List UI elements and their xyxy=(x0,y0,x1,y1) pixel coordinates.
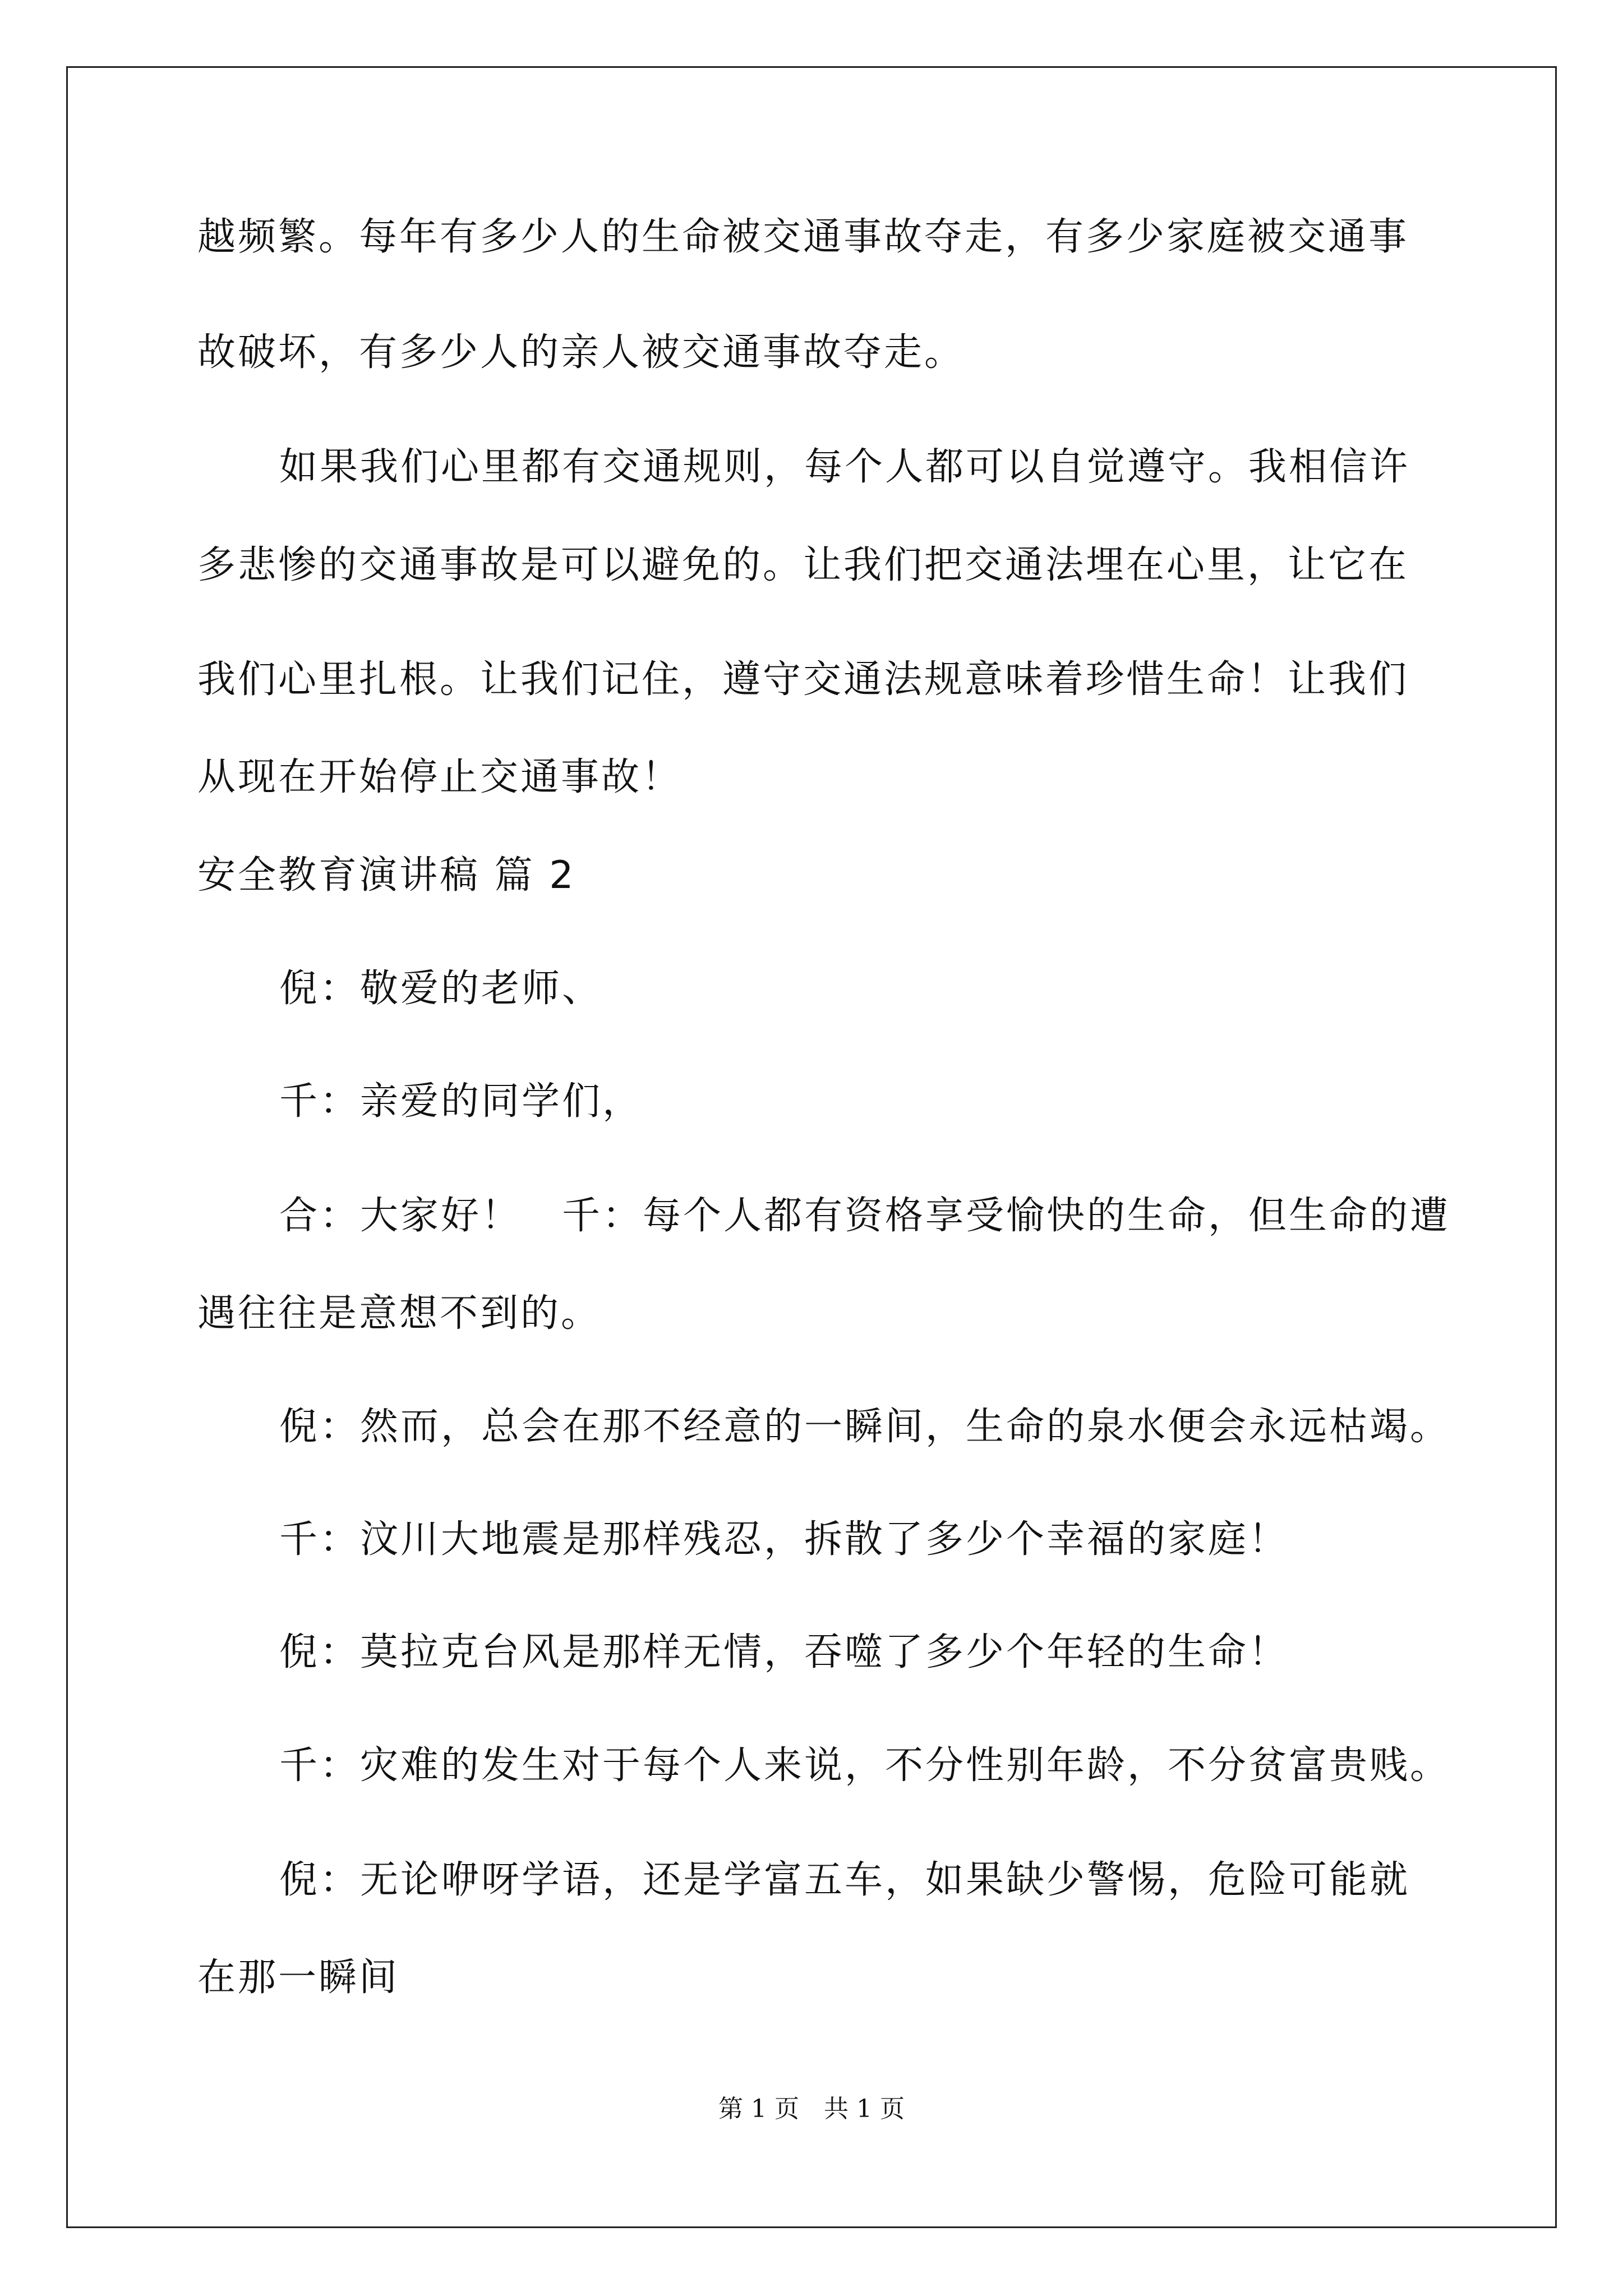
text-line: 倪：然而，总会在那不经意的一瞬间，生命的泉水便会永远枯竭。 xyxy=(279,1405,1451,1449)
page-border xyxy=(66,66,1557,2228)
page-footer: 第 1 页 共 1 页 xyxy=(718,2095,905,2123)
text-line: 在那一瞬间 xyxy=(197,1955,400,2000)
text-line: 越频繁。每年有多少人的生命被交通事故夺走，有多少家庭被交通事 xyxy=(197,215,1409,259)
text-line: 故破坏，有多少人的亲人被交通事故夺走。 xyxy=(197,330,965,375)
text-line: 倪：莫拉克台风是那样无情，吞噬了多少个年轻的生命！ xyxy=(279,1630,1289,1674)
text-line: 如果我们心里都有交通规则，每个人都可以自觉遵守。我相信许 xyxy=(279,445,1410,489)
text-line: 倪：无论咿呀学语，还是学富五车，如果缺少警惕，危险可能就 xyxy=(279,1858,1410,1902)
text-line: 多悲惨的交通事故是可以避免的。让我们把交通法埋在心里，让它在 xyxy=(197,543,1409,587)
text-line: 合：大家好！ 千：每个人都有资格享受愉快的生命，但生命的遭 xyxy=(279,1194,1451,1238)
text-line: 我们心里扎根。让我们记住，遵守交通法规意味着珍惜生命！让我们 xyxy=(197,657,1409,702)
text-line: 千：灾难的发生对于每个人来说，不分性别年龄，不分贫富贵贱。 xyxy=(279,1743,1451,1788)
text-line: 遇往往是意想不到的。 xyxy=(197,1291,602,1336)
text-line: 千：汶川大地震是那样残忍，拆散了多少个幸福的家庭！ xyxy=(279,1517,1289,1562)
text-line: 千：亲爱的同学们， xyxy=(279,1079,643,1124)
text-line: 从现在开始停止交通事故！ xyxy=(197,755,683,799)
text-line: 倪：敬爱的老师、 xyxy=(279,967,603,1011)
section-heading: 安全教育演讲稿 篇 2 xyxy=(197,853,576,898)
